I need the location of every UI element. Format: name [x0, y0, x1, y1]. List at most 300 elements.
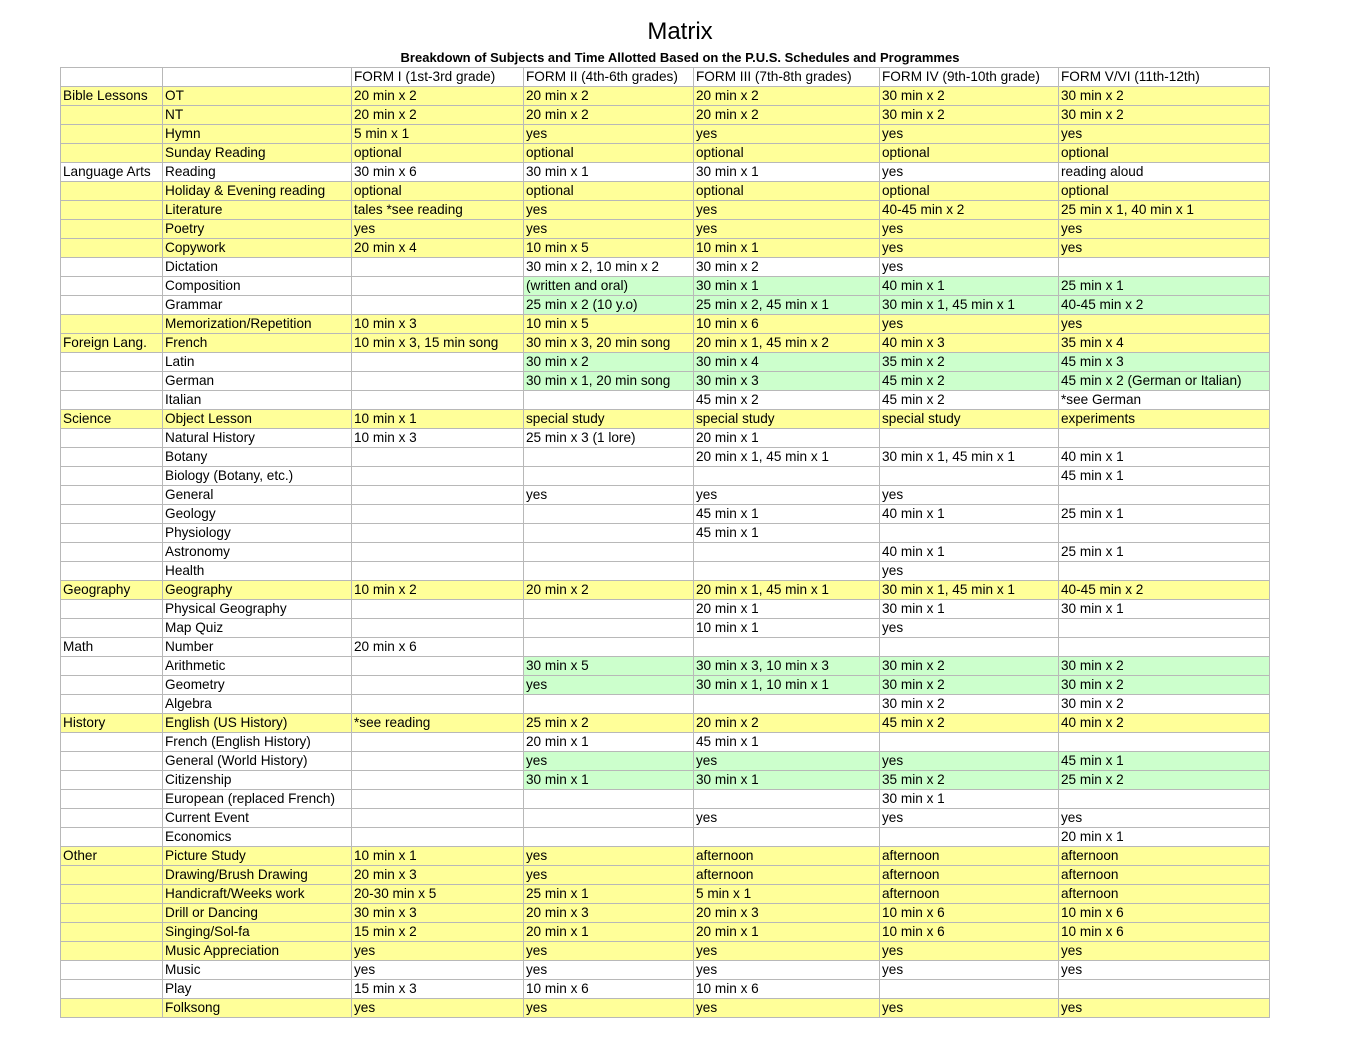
form-5-6-cell — [1059, 733, 1270, 752]
table-row — [61, 372, 1270, 391]
subject-cell: Literature — [163, 201, 352, 220]
form-2-cell — [524, 809, 694, 828]
category-cell — [61, 771, 163, 790]
form-5-6-cell — [1059, 562, 1270, 581]
table-row — [61, 144, 1270, 163]
form-4-cell — [880, 429, 1059, 448]
form-1-cell: 10 min x 1 — [352, 410, 524, 429]
form-4-cell: afternoon — [880, 885, 1059, 904]
form-5-6-cell: optional — [1059, 144, 1270, 163]
form-4-cell — [880, 980, 1059, 999]
form-3-cell: 10 min x 1 — [694, 619, 880, 638]
form-2-cell — [524, 391, 694, 410]
category-cell — [61, 524, 163, 543]
form-3-cell: optional — [694, 144, 880, 163]
form-3-cell: 20 min x 1 — [694, 923, 880, 942]
form-5-6-cell: yes — [1059, 239, 1270, 258]
form-2-cell: yes — [524, 866, 694, 885]
subject-cell: General — [163, 486, 352, 505]
form-1-cell: 20 min x 4 — [352, 239, 524, 258]
form-4-cell: yes — [880, 220, 1059, 239]
form-3-cell: 45 min x 1 — [694, 505, 880, 524]
form-5-6-cell: afternoon — [1059, 885, 1270, 904]
subject-cell: Map Quiz — [163, 619, 352, 638]
form-4-cell: 10 min x 6 — [880, 904, 1059, 923]
table-row — [61, 695, 1270, 714]
form-3-cell: yes — [694, 752, 880, 771]
form-1-cell — [352, 448, 524, 467]
form-1-cell — [352, 277, 524, 296]
form-1-cell: tales *see reading — [352, 201, 524, 220]
form-1-cell — [352, 828, 524, 847]
form-1-cell — [352, 676, 524, 695]
form-3-cell: afternoon — [694, 866, 880, 885]
form-4-cell: yes — [880, 619, 1059, 638]
table-row — [61, 220, 1270, 239]
form-2-cell — [524, 828, 694, 847]
category-cell — [61, 961, 163, 980]
subject-cell: Drill or Dancing — [163, 904, 352, 923]
form-3-cell: 20 min x 2 — [694, 106, 880, 125]
form-1-cell — [352, 353, 524, 372]
table-row — [61, 277, 1270, 296]
form-5-6-cell: 25 min x 1 — [1059, 505, 1270, 524]
form-5-6-cell: 40-45 min x 2 — [1059, 581, 1270, 600]
table-row — [61, 467, 1270, 486]
form-3-cell: 20 min x 1, 45 min x 1 — [694, 581, 880, 600]
form-5-6-cell: 45 min x 2 (German or Italian) — [1059, 372, 1270, 391]
table-row — [61, 961, 1270, 980]
header-row — [61, 68, 1270, 87]
table-row — [61, 581, 1270, 600]
form-4-cell: yes — [880, 486, 1059, 505]
subject-cell: Hymn — [163, 125, 352, 144]
category-cell — [61, 752, 163, 771]
form-3-cell: 30 min x 1 — [694, 277, 880, 296]
form-5-6-cell — [1059, 790, 1270, 809]
form-4-cell: optional — [880, 182, 1059, 201]
category-cell — [61, 999, 163, 1018]
table-row — [61, 714, 1270, 733]
subject-cell: OT — [163, 87, 352, 106]
form-4-cell: 30 min x 1 — [880, 790, 1059, 809]
form-3-cell: yes — [694, 125, 880, 144]
subject-cell: Latin — [163, 353, 352, 372]
form-2-cell: yes — [524, 201, 694, 220]
table-row — [61, 619, 1270, 638]
form-5-6-cell: 35 min x 4 — [1059, 334, 1270, 353]
subject-cell: Reading — [163, 163, 352, 182]
form-2-cell: 10 min x 6 — [524, 980, 694, 999]
form-3-cell: optional — [694, 182, 880, 201]
table-row — [61, 885, 1270, 904]
form-5-6-cell: 40 min x 2 — [1059, 714, 1270, 733]
form-2-cell: 20 min x 3 — [524, 904, 694, 923]
category-cell — [61, 505, 163, 524]
form-1-cell: 15 min x 2 — [352, 923, 524, 942]
category-cell — [61, 296, 163, 315]
form-3-cell: yes — [694, 809, 880, 828]
form-1-cell — [352, 752, 524, 771]
form-2-cell — [524, 638, 694, 657]
subject-cell: Picture Study — [163, 847, 352, 866]
form-4-cell: afternoon — [880, 866, 1059, 885]
table-row — [61, 923, 1270, 942]
form-5-6-cell: afternoon — [1059, 866, 1270, 885]
form-5-6-cell — [1059, 486, 1270, 505]
form-4-cell: yes — [880, 239, 1059, 258]
category-cell — [61, 220, 163, 239]
table-row — [61, 201, 1270, 220]
form-2-cell: 30 min x 5 — [524, 657, 694, 676]
subject-matrix-table — [60, 67, 1270, 1018]
form-1-cell: yes — [352, 942, 524, 961]
form-5-6-cell: *see German — [1059, 391, 1270, 410]
subject-cell: Object Lesson — [163, 410, 352, 429]
table-row — [61, 505, 1270, 524]
form-2-cell — [524, 524, 694, 543]
form-3-cell: 25 min x 2, 45 min x 1 — [694, 296, 880, 315]
form-5-6-cell — [1059, 638, 1270, 657]
category-cell — [61, 619, 163, 638]
table-row — [61, 391, 1270, 410]
form-4-cell: 45 min x 2 — [880, 714, 1059, 733]
table-row — [61, 163, 1270, 182]
form-3-cell — [694, 695, 880, 714]
table-row — [61, 790, 1270, 809]
form-2-cell: 25 min x 1 — [524, 885, 694, 904]
form-1-cell: 30 min x 6 — [352, 163, 524, 182]
table-row — [61, 543, 1270, 562]
form-4-cell: 30 min x 1, 45 min x 1 — [880, 296, 1059, 315]
form-5-6-cell: afternoon — [1059, 847, 1270, 866]
form-5-6-cell: reading aloud — [1059, 163, 1270, 182]
table-row — [61, 847, 1270, 866]
subject-cell: Holiday & Evening reading — [163, 182, 352, 201]
category-cell — [61, 125, 163, 144]
form-1-cell: 15 min x 3 — [352, 980, 524, 999]
form-4-cell: 40 min x 1 — [880, 543, 1059, 562]
subject-cell: Geology — [163, 505, 352, 524]
form-5-6-cell: yes — [1059, 809, 1270, 828]
category-cell — [61, 809, 163, 828]
form-1-cell — [352, 467, 524, 486]
form-2-cell — [524, 448, 694, 467]
form-2-cell: (written and oral) — [524, 277, 694, 296]
form-4-cell: yes — [880, 163, 1059, 182]
form-1-cell — [352, 733, 524, 752]
table-row — [61, 182, 1270, 201]
form-5-6-cell — [1059, 619, 1270, 638]
table-row — [61, 524, 1270, 543]
header-cell — [163, 68, 352, 87]
header-cell: FORM V/VI (11th-12th) — [1059, 68, 1270, 87]
form-3-cell: 30 min x 3, 10 min x 3 — [694, 657, 880, 676]
subject-cell: Play — [163, 980, 352, 999]
form-4-cell: 10 min x 6 — [880, 923, 1059, 942]
form-2-cell: 30 min x 3, 20 min song — [524, 334, 694, 353]
form-1-cell: 20 min x 3 — [352, 866, 524, 885]
subject-cell: Dictation — [163, 258, 352, 277]
table-row — [61, 999, 1270, 1018]
form-1-cell: yes — [352, 220, 524, 239]
form-4-cell: 40 min x 3 — [880, 334, 1059, 353]
form-5-6-cell: 30 min x 2 — [1059, 695, 1270, 714]
subject-cell: Citizenship — [163, 771, 352, 790]
table-row — [61, 771, 1270, 790]
form-4-cell: special study — [880, 410, 1059, 429]
form-1-cell — [352, 790, 524, 809]
category-cell — [61, 182, 163, 201]
subject-cell: Health — [163, 562, 352, 581]
table-row — [61, 600, 1270, 619]
form-1-cell: 20 min x 2 — [352, 106, 524, 125]
table-row — [61, 353, 1270, 372]
category-cell — [61, 353, 163, 372]
form-4-cell: 35 min x 2 — [880, 353, 1059, 372]
form-5-6-cell — [1059, 524, 1270, 543]
form-5-6-cell: 20 min x 1 — [1059, 828, 1270, 847]
form-3-cell: 10 min x 1 — [694, 239, 880, 258]
subject-cell: French (English History) — [163, 733, 352, 752]
form-1-cell — [352, 372, 524, 391]
form-5-6-cell: 25 min x 1 — [1059, 277, 1270, 296]
form-2-cell: 20 min x 1 — [524, 733, 694, 752]
form-2-cell — [524, 543, 694, 562]
form-4-cell: afternoon — [880, 847, 1059, 866]
form-3-cell: 10 min x 6 — [694, 315, 880, 334]
subject-cell: Music Appreciation — [163, 942, 352, 961]
form-1-cell: 20-30 min x 5 — [352, 885, 524, 904]
form-3-cell: afternoon — [694, 847, 880, 866]
form-1-cell: yes — [352, 961, 524, 980]
subject-cell: Physiology — [163, 524, 352, 543]
form-3-cell: yes — [694, 201, 880, 220]
form-3-cell: 20 min x 1, 45 min x 2 — [694, 334, 880, 353]
table-row — [61, 980, 1270, 999]
category-cell — [61, 258, 163, 277]
category-cell — [61, 106, 163, 125]
subject-cell: Drawing/Brush Drawing — [163, 866, 352, 885]
form-3-cell — [694, 828, 880, 847]
form-2-cell: 30 min x 2 — [524, 353, 694, 372]
subject-cell: Copywork — [163, 239, 352, 258]
form-2-cell: 30 min x 1, 20 min song — [524, 372, 694, 391]
form-5-6-cell: 45 min x 1 — [1059, 467, 1270, 486]
form-2-cell — [524, 695, 694, 714]
form-4-cell: yes — [880, 125, 1059, 144]
form-1-cell — [352, 296, 524, 315]
form-3-cell: 20 min x 1 — [694, 600, 880, 619]
subject-cell: Number — [163, 638, 352, 657]
table-row — [61, 410, 1270, 429]
table-row — [61, 87, 1270, 106]
form-2-cell: 20 min x 2 — [524, 106, 694, 125]
table-row — [61, 429, 1270, 448]
category-cell — [61, 429, 163, 448]
form-1-cell: *see reading — [352, 714, 524, 733]
form-5-6-cell — [1059, 258, 1270, 277]
category-cell: Bible Lessons — [61, 87, 163, 106]
form-4-cell: yes — [880, 562, 1059, 581]
subject-cell: Algebra — [163, 695, 352, 714]
form-1-cell: 10 min x 3 — [352, 429, 524, 448]
form-3-cell: 20 min x 1 — [694, 429, 880, 448]
table-row — [61, 828, 1270, 847]
form-2-cell: 25 min x 2 (10 y.o) — [524, 296, 694, 315]
table-row — [61, 239, 1270, 258]
form-3-cell: yes — [694, 486, 880, 505]
subject-cell: Economics — [163, 828, 352, 847]
table-row — [61, 562, 1270, 581]
form-5-6-cell: optional — [1059, 182, 1270, 201]
subject-cell: Geometry — [163, 676, 352, 695]
category-cell — [61, 866, 163, 885]
form-3-cell: yes — [694, 961, 880, 980]
form-3-cell: 45 min x 1 — [694, 524, 880, 543]
subject-cell: Composition — [163, 277, 352, 296]
form-1-cell: optional — [352, 182, 524, 201]
subject-cell: Music — [163, 961, 352, 980]
form-2-cell: 25 min x 3 (1 lore) — [524, 429, 694, 448]
table-row — [61, 752, 1270, 771]
category-cell — [61, 828, 163, 847]
subject-cell: Geography — [163, 581, 352, 600]
form-5-6-cell: experiments — [1059, 410, 1270, 429]
category-cell — [61, 144, 163, 163]
form-1-cell: yes — [352, 999, 524, 1018]
page-title: Matrix — [647, 18, 713, 45]
form-3-cell: 45 min x 2 — [694, 391, 880, 410]
form-1-cell: optional — [352, 144, 524, 163]
form-4-cell — [880, 638, 1059, 657]
form-5-6-cell: 30 min x 2 — [1059, 657, 1270, 676]
form-1-cell: 10 min x 1 — [352, 847, 524, 866]
form-2-cell: yes — [524, 220, 694, 239]
category-cell — [61, 657, 163, 676]
form-3-cell: special study — [694, 410, 880, 429]
table-row — [61, 638, 1270, 657]
form-3-cell: 20 min x 3 — [694, 904, 880, 923]
form-4-cell: 45 min x 2 — [880, 372, 1059, 391]
category-cell — [61, 733, 163, 752]
category-cell — [61, 372, 163, 391]
category-cell — [61, 391, 163, 410]
form-3-cell — [694, 467, 880, 486]
form-4-cell — [880, 524, 1059, 543]
category-cell — [61, 201, 163, 220]
category-cell — [61, 467, 163, 486]
subject-cell: Memorization/Repetition — [163, 315, 352, 334]
form-1-cell — [352, 809, 524, 828]
page-subtitle: Breakdown of Subjects and Time Allotted Based on the P.U.S. Schedules and Programmes — [400, 50, 960, 65]
form-2-cell: 25 min x 2 — [524, 714, 694, 733]
form-2-cell — [524, 467, 694, 486]
header-cell: FORM III (7th-8th grades) — [694, 68, 880, 87]
form-4-cell: yes — [880, 961, 1059, 980]
form-2-cell — [524, 790, 694, 809]
category-cell: Language Arts — [61, 163, 163, 182]
form-1-cell — [352, 657, 524, 676]
form-2-cell — [524, 600, 694, 619]
form-1-cell — [352, 695, 524, 714]
category-cell: History — [61, 714, 163, 733]
subject-cell: European (replaced French) — [163, 790, 352, 809]
category-cell — [61, 600, 163, 619]
form-1-cell: 30 min x 3 — [352, 904, 524, 923]
form-4-cell: 30 min x 1, 45 min x 1 — [880, 581, 1059, 600]
form-2-cell: yes — [524, 942, 694, 961]
form-2-cell: special study — [524, 410, 694, 429]
subject-cell: Singing/Sol-fa — [163, 923, 352, 942]
form-5-6-cell: yes — [1059, 942, 1270, 961]
subject-cell: Folksong — [163, 999, 352, 1018]
form-2-cell: 30 min x 2, 10 min x 2 — [524, 258, 694, 277]
form-4-cell — [880, 733, 1059, 752]
form-1-cell — [352, 562, 524, 581]
subject-cell: Poetry — [163, 220, 352, 239]
form-1-cell — [352, 258, 524, 277]
form-2-cell: 20 min x 2 — [524, 87, 694, 106]
form-1-cell — [352, 505, 524, 524]
form-5-6-cell: 30 min x 1 — [1059, 600, 1270, 619]
table-row — [61, 657, 1270, 676]
form-2-cell: 10 min x 5 — [524, 315, 694, 334]
form-1-cell — [352, 771, 524, 790]
form-4-cell: yes — [880, 942, 1059, 961]
form-5-6-cell: 10 min x 6 — [1059, 923, 1270, 942]
form-4-cell — [880, 828, 1059, 847]
form-5-6-cell: 25 min x 1 — [1059, 543, 1270, 562]
form-3-cell — [694, 638, 880, 657]
form-3-cell: 20 min x 1, 45 min x 1 — [694, 448, 880, 467]
form-5-6-cell: yes — [1059, 999, 1270, 1018]
header-cell: FORM IV (9th-10th grade) — [880, 68, 1059, 87]
table-row — [61, 296, 1270, 315]
form-2-cell: yes — [524, 752, 694, 771]
category-cell — [61, 885, 163, 904]
category-cell — [61, 942, 163, 961]
form-3-cell: yes — [694, 999, 880, 1018]
form-4-cell: yes — [880, 752, 1059, 771]
form-5-6-cell — [1059, 980, 1270, 999]
category-cell — [61, 904, 163, 923]
category-cell: Math — [61, 638, 163, 657]
subject-cell: Italian — [163, 391, 352, 410]
table-row — [61, 809, 1270, 828]
table-row — [61, 904, 1270, 923]
subject-cell: English (US History) — [163, 714, 352, 733]
form-2-cell: 30 min x 1 — [524, 163, 694, 182]
category-cell — [61, 448, 163, 467]
form-2-cell: yes — [524, 847, 694, 866]
subject-cell: Sunday Reading — [163, 144, 352, 163]
form-2-cell: 20 min x 1 — [524, 923, 694, 942]
form-3-cell — [694, 562, 880, 581]
form-1-cell: 10 min x 2 — [352, 581, 524, 600]
form-3-cell: 45 min x 1 — [694, 733, 880, 752]
category-cell: Foreign Lang. — [61, 334, 163, 353]
form-4-cell: yes — [880, 258, 1059, 277]
form-5-6-cell: yes — [1059, 220, 1270, 239]
subject-cell: Botany — [163, 448, 352, 467]
form-4-cell: yes — [880, 809, 1059, 828]
form-3-cell: 30 min x 1, 10 min x 1 — [694, 676, 880, 695]
form-4-cell: 30 min x 1 — [880, 600, 1059, 619]
form-4-cell — [880, 467, 1059, 486]
table-row — [61, 733, 1270, 752]
form-4-cell: 40 min x 1 — [880, 277, 1059, 296]
